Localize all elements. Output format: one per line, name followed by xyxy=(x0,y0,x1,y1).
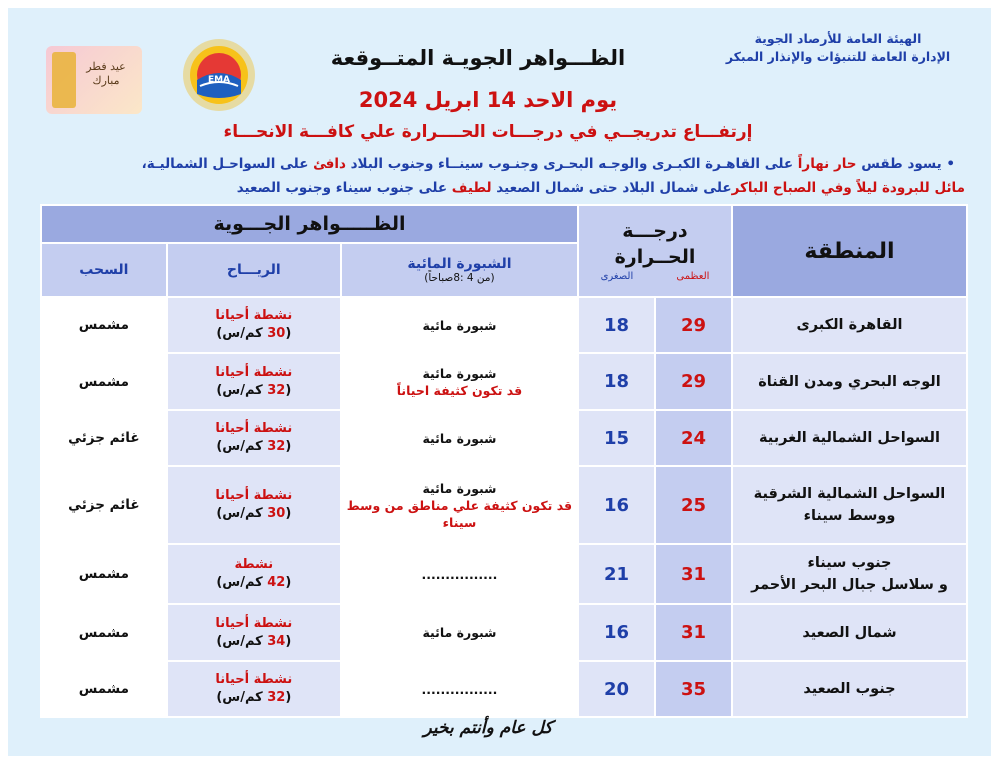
table-row xyxy=(41,410,967,466)
mist-text: شبورة مائية xyxy=(422,430,497,446)
region-name-line2: و سلاسل جبال البحر الأحمر xyxy=(751,577,948,593)
wind-label: نشطة أحيانا xyxy=(215,615,293,631)
mist-text: شبورة مائية xyxy=(422,317,497,333)
mist-cell xyxy=(341,604,578,661)
table-row xyxy=(41,604,967,661)
wind-speed: (30 كم/س) xyxy=(216,326,292,341)
mist-warning: قد تكون كثيفة احياناً xyxy=(396,382,523,398)
header-temperature xyxy=(578,205,732,297)
wind-label: نشطة أحيانا xyxy=(215,364,293,380)
cloud-cell: غائم جزئي xyxy=(41,466,167,544)
wind-speed: (30 كم/س) xyxy=(216,506,292,521)
max-temp-cell: 29 xyxy=(655,353,732,410)
mist-text: ................ xyxy=(421,681,498,697)
wind-cell xyxy=(167,466,341,544)
cloud-cell: مشمس xyxy=(41,353,167,410)
summary-highlight: لطيف xyxy=(451,180,492,196)
region-name: السواحل الشمالية الغربية xyxy=(758,430,940,446)
max-temp-cell: 24 xyxy=(655,410,732,466)
weather-summary xyxy=(48,152,983,200)
logo-text: EMA xyxy=(207,75,231,85)
table-row xyxy=(41,466,967,544)
max-temp-cell: 35 xyxy=(655,661,732,717)
region-cell xyxy=(732,544,967,604)
region-name: شمال الصعيد xyxy=(802,624,897,641)
summary-line-2 xyxy=(48,176,983,200)
bullet-icon: • xyxy=(946,156,955,172)
wind-cell xyxy=(167,661,341,717)
region-name: القاهرة الكبرى xyxy=(796,317,903,333)
wind-cell xyxy=(167,353,341,410)
region-name: الوجه البحري ومدن القناة xyxy=(758,373,941,390)
max-temp-cell: 31 xyxy=(655,604,732,661)
wind-label: نشطة أحيانا xyxy=(215,672,293,687)
region-name-line2: ووسط سيناء xyxy=(803,508,896,524)
forecast-date: يوم الاحد 14 ابريل 2024 xyxy=(358,88,618,112)
region-cell xyxy=(732,353,967,410)
wind-label: نشطة أحيانا xyxy=(215,308,293,323)
forecast-table xyxy=(40,204,968,718)
summary-highlight: حار نهاراً xyxy=(797,156,857,172)
summary-text: على شمال البلاد حتى شمال الصعيد xyxy=(496,180,732,196)
wind-speed: (32 كم/س) xyxy=(216,690,292,705)
header-min: الصغرى xyxy=(600,271,634,282)
ema-logo-icon xyxy=(180,36,258,114)
organization-header xyxy=(703,30,973,66)
summary-text: على القاهـرة الكبـرى والوجـه البحـرى وجنـوب سينــاء وجنوب البلاد xyxy=(350,156,794,172)
mist-text: شبورة مائية xyxy=(422,480,497,496)
wind-cell xyxy=(167,410,341,466)
summary-text: على السواحـل الشماليـة، xyxy=(141,156,309,172)
region-name: جنوب الصعيد xyxy=(803,681,896,697)
table-row xyxy=(41,353,967,410)
footer-greeting: كل عام وأنتم بخير xyxy=(423,718,553,738)
header-mist-label: الشبورة المائية xyxy=(407,256,512,272)
cloud-cell: مشمس xyxy=(41,297,167,353)
min-temp-cell: 16 xyxy=(578,604,655,661)
region-cell xyxy=(732,661,967,717)
mist-text: ................ xyxy=(421,566,498,582)
wind-cell xyxy=(167,604,341,661)
mist-cell xyxy=(341,353,578,410)
table-row xyxy=(41,297,967,353)
wind-label: نشطة xyxy=(234,557,274,572)
wind-cell xyxy=(167,297,341,353)
summary-highlight: مائل للبرودة ليلاً وفي الصباح الباكر xyxy=(731,180,965,196)
mist-warning: قد تكون كثيفة علي مناطق من وسط سيناء xyxy=(346,497,573,530)
header-clouds: السحب xyxy=(41,243,167,297)
table-row xyxy=(41,544,967,604)
org-name: الهيئة العامة للأرصاد الجوية xyxy=(754,31,922,46)
min-temp-cell: 20 xyxy=(578,661,655,717)
header-winds: الريـــاح xyxy=(167,243,341,297)
forecast-headline: إرتفـــاع تدريجــي في درجـــات الحــــرارة علي كافـــة الانحـــاء xyxy=(223,122,753,142)
max-temp-cell: 31 xyxy=(655,544,732,604)
min-temp-cell: 18 xyxy=(578,297,655,353)
wind-speed: (42 كم/س) xyxy=(216,575,292,590)
summary-text: على جنوب سيناء وجنوب الصعيد xyxy=(236,180,448,196)
region-cell xyxy=(732,604,967,661)
mist-cell xyxy=(341,297,578,353)
mist-cell xyxy=(341,544,578,604)
wind-label: نشطة أحيانا xyxy=(215,488,293,503)
wind-speed: (32 كم/س) xyxy=(216,382,292,398)
org-department: الإدارة العامة للتنبؤات والإنذار المبكر xyxy=(725,49,951,64)
mist-text: شبورة مائية xyxy=(422,365,497,381)
mist-cell xyxy=(341,661,578,717)
max-temp-cell: 25 xyxy=(655,466,732,544)
max-temp-cell: 29 xyxy=(655,297,732,353)
mist-cell xyxy=(341,466,578,544)
mist-cell xyxy=(341,410,578,466)
header-temperature-label: درجـــة الحــرارة xyxy=(614,220,696,268)
cloud-cell: غائم جزئي xyxy=(41,410,167,466)
cloud-cell: مشمس xyxy=(41,661,167,717)
greeting-card-text: عيد فطر مبارك xyxy=(86,60,126,87)
bulletin-title: الظـــواهر الجويـة المتــوقعة xyxy=(330,46,626,70)
header-phenomena: الظـــــواهر الجـــوية xyxy=(41,205,578,243)
bulletin-page xyxy=(8,8,991,756)
header-mist-note: (من 4 :8صباحاً) xyxy=(424,272,495,284)
cloud-cell: مشمس xyxy=(41,544,167,604)
summary-line-1 xyxy=(48,152,983,176)
wind-label: نشطة أحيانا xyxy=(215,421,293,436)
eid-greeting-card xyxy=(46,46,142,114)
min-temp-cell: 16 xyxy=(578,466,655,544)
header-mist xyxy=(341,243,578,297)
region-cell xyxy=(732,410,967,466)
min-temp-cell: 18 xyxy=(578,353,655,410)
table-row xyxy=(41,661,967,717)
region-name: جنوب سيناء xyxy=(807,555,892,571)
cloud-cell: مشمس xyxy=(41,604,167,661)
region-cell xyxy=(732,466,967,544)
region-cell xyxy=(732,297,967,353)
summary-text: يسود طقس xyxy=(861,156,942,172)
wind-speed: (34 كم/س) xyxy=(216,633,292,649)
mist-text: شبورة مائية xyxy=(422,625,497,640)
region-name: السواحل الشمالية الشرقية xyxy=(753,486,946,502)
header-region: المنطقة xyxy=(732,205,967,297)
header-temp-sub xyxy=(579,270,731,284)
wind-cell xyxy=(167,544,341,604)
min-temp-cell: 15 xyxy=(578,410,655,466)
min-temp-cell: 21 xyxy=(578,544,655,604)
wind-speed: (32 كم/س) xyxy=(216,439,292,454)
header-max: العظمى xyxy=(676,271,710,282)
summary-highlight: دافئ xyxy=(313,156,346,172)
